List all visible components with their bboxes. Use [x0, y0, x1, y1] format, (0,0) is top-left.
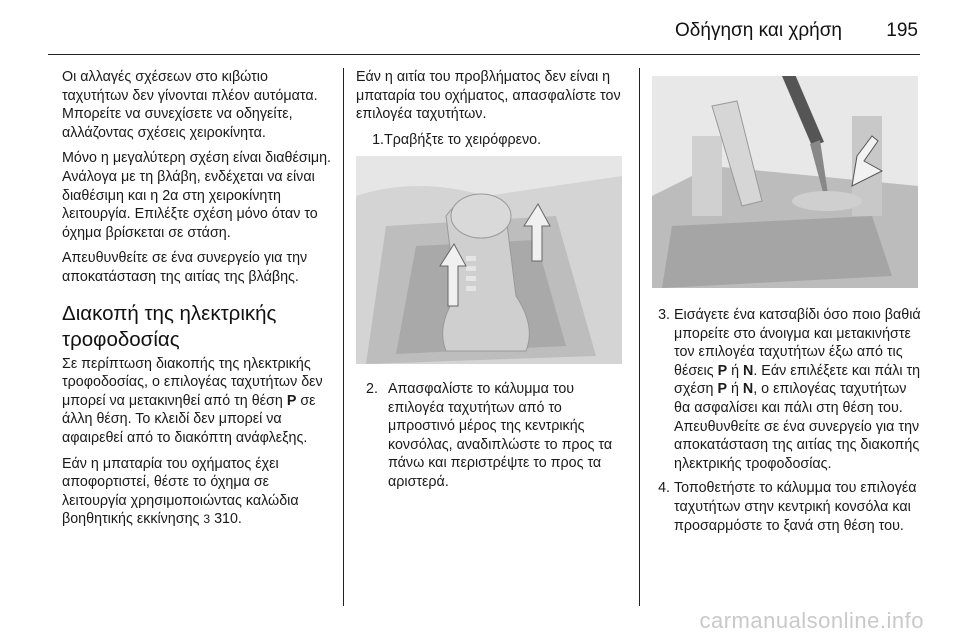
screwdriver-release-illustration: [652, 76, 918, 288]
list-number: 3.: [658, 307, 670, 323]
paragraph: Απευθυνθείτε σε ένα συνεργείο για την αποκατάσταση της αιτίας της βλάβης.: [62, 250, 308, 285]
list-item: 2. Απασφαλίστε το κάλυμμα του επιλογέα ταχυτήτων από το μπροστινό μέρος της κεντρικής κονσόλας, αναδιπλώστε το προς τα πάνω και περιστρέψτε το προς τα αριστερά.: [366, 381, 613, 490]
page-reference-arrow-icon: 3: [203, 512, 211, 527]
page-reference-link[interactable]: 310.: [210, 511, 242, 528]
list-number: 1.: [372, 131, 384, 148]
header-title: Οδήγηση και χρήση: [675, 20, 842, 41]
paragraph: Σε περίπτωση διακοπής της ηλεκτρικής τροφοδοσίας, ο επιλογέας ταχυτήτων δεν μπορεί να μετακινηθεί από τη θέση P σε άλλη θέση. Το κλειδί δεν μπορεί να αφαιρεθεί από το διακόπτη ανάφλεξης.: [62, 355, 323, 446]
paragraph: Εάν η μπαταρία του οχήματος έχει αποφορτιστεί, θέστε το όχημα σε λειτουργία χρησιμοποιώντας καλώδια βοηθητικής εκκίνησης 3 310.: [62, 455, 299, 528]
list-item: 4. Τοποθετήστε το κάλυμμα του επιλογέα ταχυτήτων στην κεντρική κονσόλα και προσαρμόστε το ξανά στη θέση του.: [652, 479, 922, 535]
list-number: 4.: [658, 480, 670, 497]
column-1: [62, 68, 332, 536]
watermark: carmanualsonline.info: [699, 608, 924, 633]
paragraph: Μόνο η μεγαλύτερη σχέση είναι διαθέσιμη. Ανάλογα με τη βλάβη, ενδέχεται να είναι διαθέσιμη και η 2α στη χειροκίνητη λειτουργία. Επιλέξτε σχέση μόνο όταν το όχημα βρίσκεται σε στάση.: [62, 150, 332, 241]
gear-position-p: P: [286, 392, 297, 409]
column-divider: [343, 68, 344, 606]
list-item: 1. Τραβήξτε το χειρόφρενο.: [356, 131, 628, 150]
section-heading: [62, 301, 332, 353]
gear-selector-cover-illustration: [356, 156, 622, 364]
column-2: [356, 68, 628, 155]
column-divider: [639, 68, 640, 606]
paragraph: Εάν η αιτία του προβλήματος δεν είναι η μπαταρία του οχήματος, απασφαλίστε τον επιλογέα ταχυτήτων.: [356, 69, 621, 123]
section-heading-line: Διακοπή της ηλεκτρικής: [62, 301, 277, 325]
paragraph: Οι αλλαγές σχέσεων στο κιβώτιο ταχυτήτων δεν γίνονται πλέον αυτόματα. Μπορείτε να συνεχίσετε να οδηγείτε, αλλάζοντας σχέσεις χειροκίνητα.: [62, 69, 318, 141]
header-divider: [48, 54, 920, 55]
list-item: 3. Εισάγετε ένα κατσαβίδι όσο ποιο βαθιά μπορείτε στο άνοιγμα και μετακινήστε τον επιλογέα ταχυτήτων έξω από τις θέσεις P ή N. Εάν επιλέξετε και πάλι τη σχέση P ή N, ο επιλογέας ταχυτήτων θα ασφαλίσει και πάλι στη θέση του. Απευθυνθείτε σε ένα συνεργείο για την αποκατάσταση της αιτίας της διακοπής ηλεκτρικής τροφοδοσίας.: [652, 306, 922, 473]
column-3: [652, 306, 922, 541]
page-number: 195: [886, 20, 918, 41]
section-heading-line: τροφοδοσίας: [62, 327, 180, 351]
list-number: 2.: [366, 381, 378, 397]
